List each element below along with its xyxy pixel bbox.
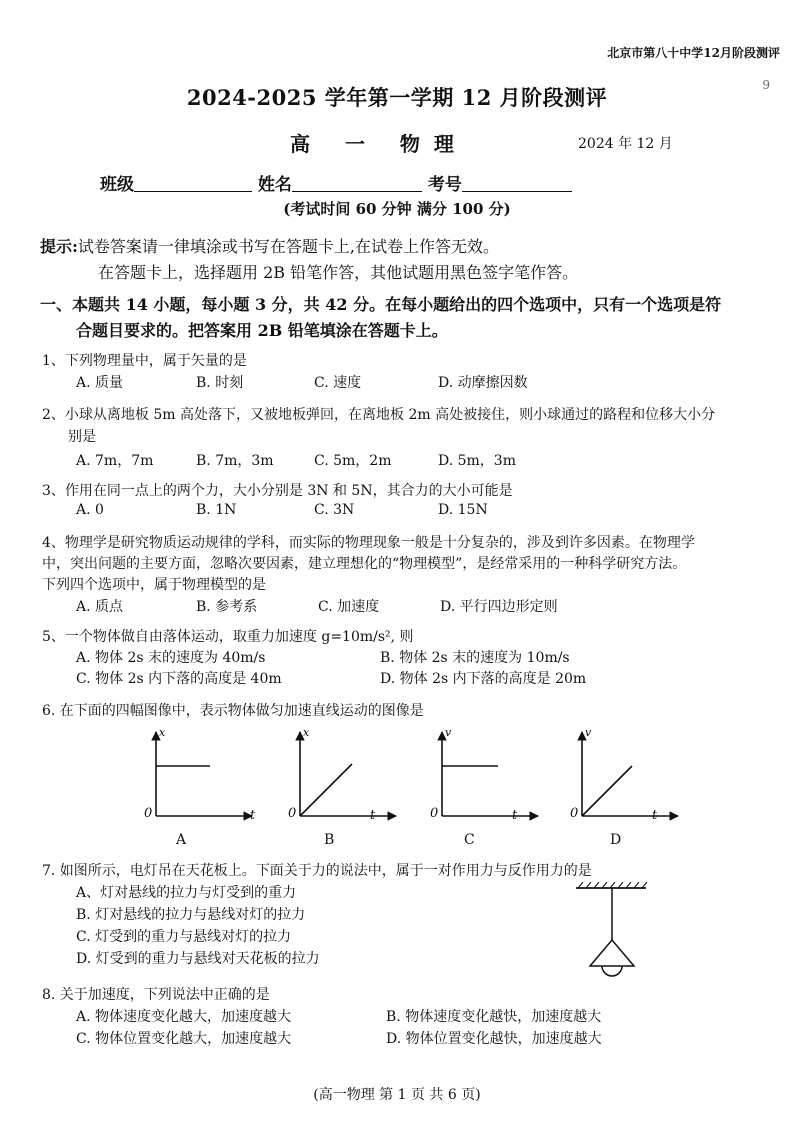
q6-graph-d-x-label: t bbox=[652, 808, 658, 823]
q6-graph-d[interactable] bbox=[566, 726, 686, 836]
question-8-stem: 8. 关于加速度，下列说法中正确的是 bbox=[42, 987, 270, 1003]
q6-graph-d-letter: D bbox=[610, 832, 622, 848]
q6-graph-a-origin: 0 bbox=[144, 806, 153, 821]
question-3-stem: 3、作用在同一点上的两个力，大小分别是 3N 和 5N，其合力的大小可能是 bbox=[42, 483, 513, 499]
question-4-stem-cont-2: 下列四个选项中，属于物理模型的是 bbox=[42, 577, 266, 593]
q6-graph-b-letter: B bbox=[324, 832, 335, 848]
section-1-line-1: 一、本题共 14 小题，每小题 3 分，共 42 分。在每小题给出的四个选项中，只有一个选项是符 bbox=[40, 295, 722, 314]
q3-option-a[interactable]: A. 0 bbox=[76, 502, 104, 518]
q1-option-a[interactable]: A. 质量 bbox=[76, 375, 124, 391]
q6-graph-c[interactable] bbox=[426, 726, 546, 836]
student-info-row bbox=[100, 170, 572, 195]
q6-graph-c-letter: C bbox=[464, 832, 475, 848]
question-1-stem: 1、下列物理量中，属于矢量的是 bbox=[42, 353, 247, 369]
q3-option-d[interactable]: D. 15N bbox=[438, 502, 488, 518]
q4-option-c[interactable]: C. 加速度 bbox=[318, 599, 380, 615]
q2-option-d[interactable]: D. 5m，3m bbox=[438, 453, 516, 469]
tips-label: 提示: bbox=[40, 237, 78, 256]
q6-graph-b-x-label: t bbox=[370, 808, 376, 823]
q8-option-b[interactable]: B. 物体速度变化越快，加速度越大 bbox=[386, 1009, 602, 1025]
tips-line-1: 试卷答案请一律填涂或书写在答题卡上,在试卷上作答无效。 bbox=[77, 237, 500, 256]
q4-option-d[interactable]: D. 平行四边形定则 bbox=[440, 599, 558, 615]
section-1-line-2: 合题目要求的。把答案用 2B 铅笔填涂在答题卡上。 bbox=[76, 321, 448, 340]
q1-option-c[interactable]: C. 速度 bbox=[314, 375, 362, 391]
q2-option-b[interactable]: B. 7m，3m bbox=[196, 453, 274, 469]
q5-option-d[interactable]: D. 物体 2s 内下落的高度是 20m bbox=[380, 671, 587, 687]
id-label: 考号 bbox=[427, 175, 462, 195]
q5-option-a[interactable]: A. 物体 2s 末的速度为 40m/s bbox=[76, 650, 266, 666]
q6-graph-a-x-label: t bbox=[250, 808, 256, 823]
tips-block bbox=[40, 234, 578, 286]
q4-option-a[interactable]: A. 质点 bbox=[76, 599, 124, 615]
name-label: 姓名 bbox=[257, 175, 292, 195]
q3-option-b[interactable]: B. 1N bbox=[196, 502, 237, 518]
q2-option-c[interactable]: C. 5m，2m bbox=[314, 453, 392, 469]
q6-graph-a[interactable] bbox=[140, 726, 260, 836]
question-4-stem-cont: 中，突出问题的主要方面，忽略次要因素，建立理想化的“物理模型”，是经常采用的一种科学研究方法。 bbox=[42, 556, 687, 572]
q4-option-b[interactable]: B. 参考系 bbox=[196, 599, 258, 615]
section-1-heading bbox=[40, 292, 721, 344]
q7-option-b[interactable]: B. 灯对悬线的拉力与悬线对灯的拉力 bbox=[76, 907, 306, 923]
q7-option-a[interactable]: A、灯对悬线的拉力与灯受到的重力 bbox=[76, 885, 297, 901]
tips-line-2: 在答题卡上，选择题用 2B 铅笔作答，其他试题用黑色签字笔作答。 bbox=[98, 263, 579, 282]
hanging-lamp-figure bbox=[570, 880, 660, 990]
exam-title: 2024-2025 学年第一学期 12 月阶段测评 bbox=[186, 85, 608, 110]
page-mark: 9 bbox=[762, 78, 770, 92]
q1-option-b[interactable]: B. 时刻 bbox=[196, 375, 244, 391]
id-blank[interactable] bbox=[462, 177, 572, 192]
q6-graph-c-origin: 0 bbox=[430, 806, 439, 821]
q6-graph-d-origin: 0 bbox=[570, 806, 579, 821]
exam-time-info: (考试时间 60 分钟 满分 100 分) bbox=[283, 200, 511, 218]
q8-option-a[interactable]: A. 物体速度变化越大，加速度越大 bbox=[76, 1009, 292, 1025]
class-label: 班级 bbox=[100, 175, 134, 195]
q5-option-c[interactable]: C. 物体 2s 内下落的高度是 40m bbox=[76, 671, 282, 687]
q7-option-c[interactable]: C. 灯受到的重力与悬线对灯的拉力 bbox=[76, 929, 292, 945]
page-footer: (高一物理 第 1 页 共 6 页) bbox=[313, 1087, 481, 1103]
q1-option-d[interactable]: D. 动摩擦因数 bbox=[438, 375, 528, 391]
question-2-stem: 2、小球从离地板 5m 高处落下，又被地板弹回，在离地板 2m 高处被接住，则小球通过的路程和位移大小分 bbox=[42, 407, 716, 423]
q7-option-d[interactable]: D. 灯受到的重力与悬线对天花板的拉力 bbox=[76, 951, 320, 967]
q6-graph-c-x-label: t bbox=[512, 808, 518, 823]
q6-graph-c-y-label: v bbox=[445, 726, 452, 739]
q8-option-c[interactable]: C. 物体位置变化越大，加速度越大 bbox=[76, 1031, 292, 1047]
class-blank[interactable] bbox=[134, 177, 252, 192]
q6-graph-b[interactable] bbox=[284, 726, 404, 836]
question-6-stem: 6. 在下面的四幅图像中，表示物体做匀加速直线运动的图像是 bbox=[42, 703, 424, 719]
q6-graph-b-y-label: x bbox=[303, 726, 310, 739]
question-2-stem-cont: 别是 bbox=[68, 429, 96, 445]
q2-option-a[interactable]: A. 7m，7m bbox=[76, 453, 154, 469]
exam-date: 2024 年 12 月 bbox=[578, 136, 673, 152]
q8-option-d[interactable]: D. 物体位置变化越快，加速度越大 bbox=[386, 1031, 602, 1047]
q6-graph-d-y-label: v bbox=[585, 726, 592, 739]
subject-title: 高 一 物理 bbox=[290, 132, 468, 156]
q6-graph-a-y-label: x bbox=[159, 726, 166, 739]
q6-graph-b-origin: 0 bbox=[288, 806, 297, 821]
school-exam-tag: 北京市第八十中学12月阶段测评 bbox=[607, 46, 780, 60]
question-7-stem: 7. 如图所示，电灯吊在天花板上。下面关于力的说法中，属于一对作用力与反作用力的是 bbox=[42, 863, 592, 879]
q5-option-b[interactable]: B. 物体 2s 末的速度为 10m/s bbox=[380, 650, 570, 666]
q6-graph-a-letter: A bbox=[176, 832, 187, 848]
question-5-stem: 5、一个物体做自由落体运动，取重力加速度 g=10m/s², 则 bbox=[42, 629, 414, 645]
q3-option-c[interactable]: C. 3N bbox=[314, 502, 355, 518]
name-blank[interactable] bbox=[292, 177, 422, 192]
question-4-stem: 4、物理学是研究物质运动规律的学科，而实际的物理现象一般是十分复杂的，涉及到许多因素。在物理学 bbox=[42, 535, 695, 551]
